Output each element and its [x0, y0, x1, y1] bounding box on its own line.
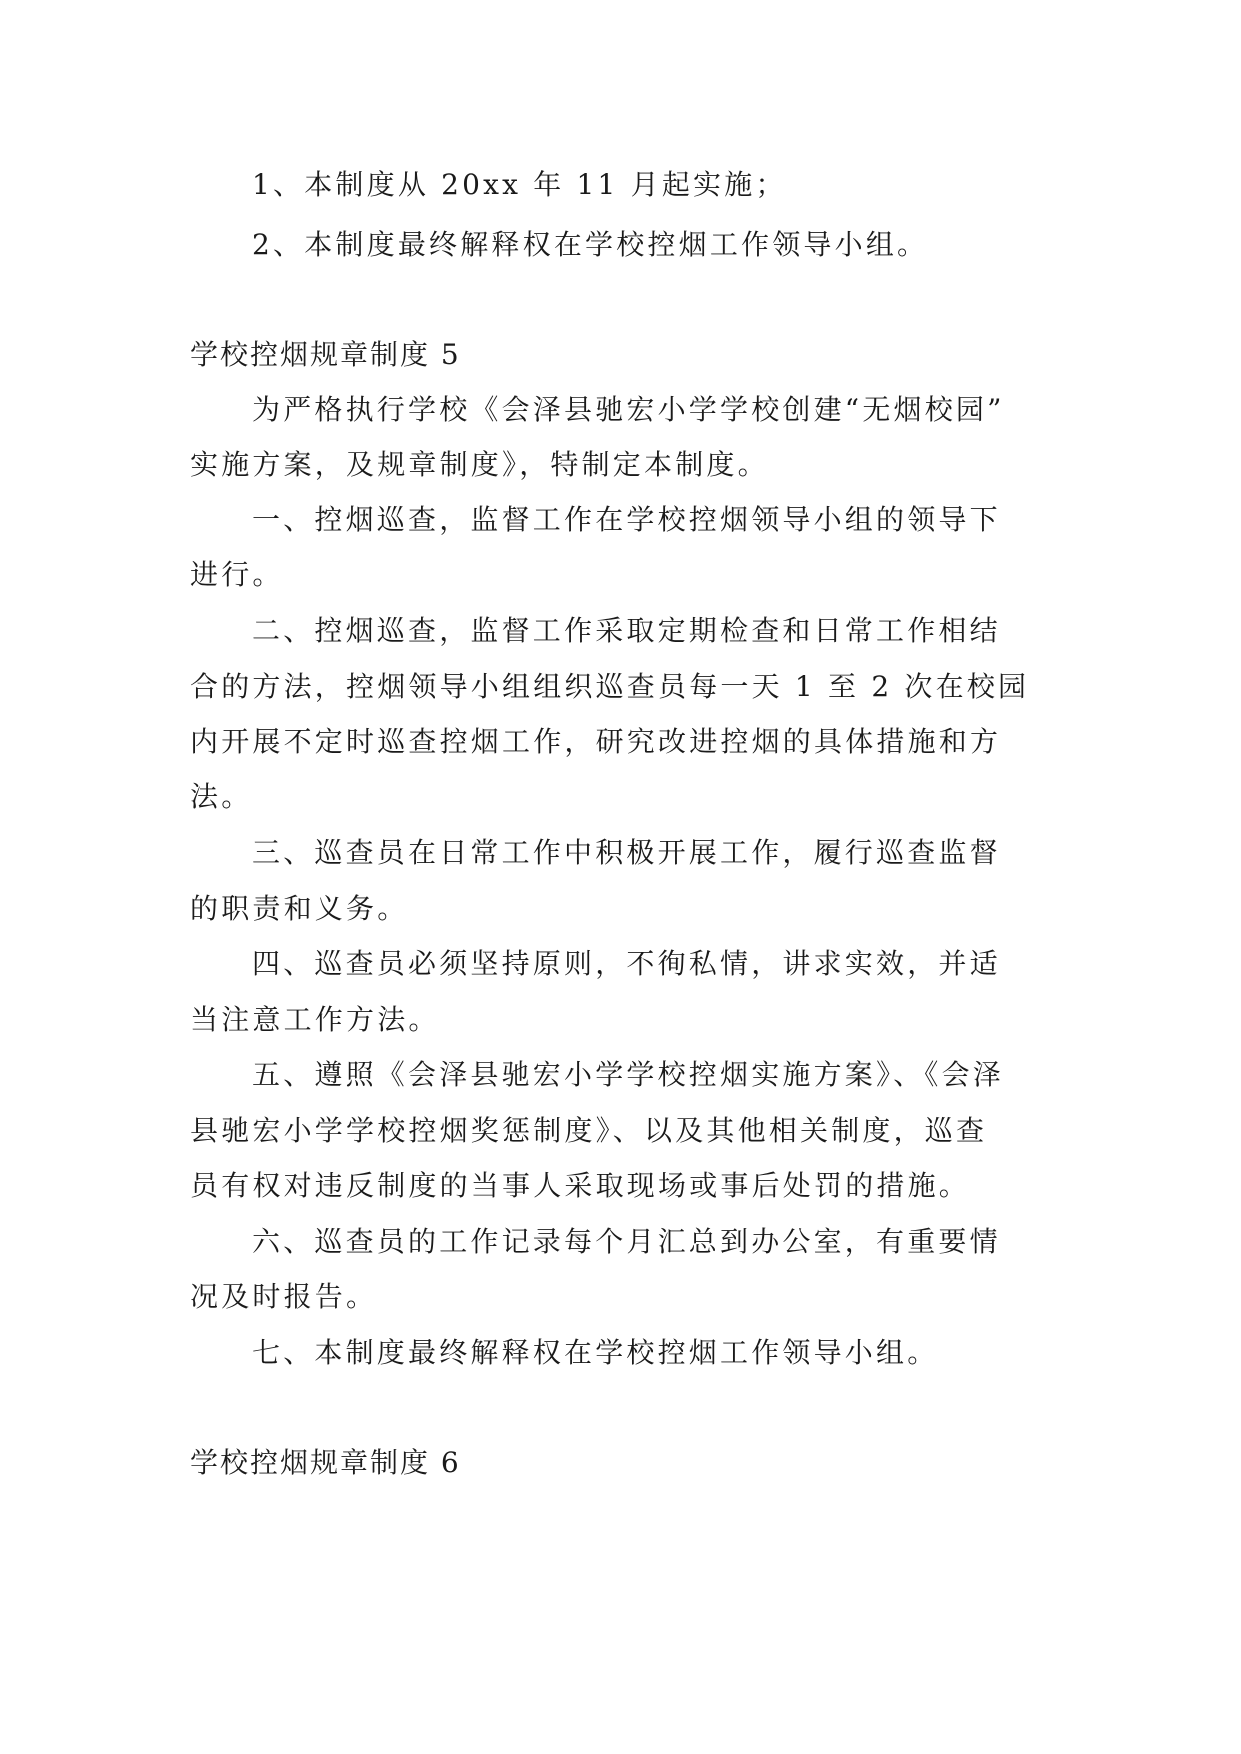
paragraph-line: 县驰宏小学学校控烟奖惩制度》、以及其他相关制度，巡查	[190, 1114, 988, 1147]
paragraph-line: 三、巡查员在日常工作中积极开展工作，履行巡查监督	[252, 836, 1001, 869]
rule-interpretation: 2、本制度最终解释权在学校控烟工作领导小组。	[252, 228, 929, 261]
paragraph-line: 二、控烟巡查，监督工作采取定期检查和日常工作相结	[252, 614, 1001, 647]
paragraph-line: 一、控烟巡查，监督工作在学校控烟领导小组的领导下	[252, 503, 1001, 536]
paragraph-line: 内开展不定时巡查控烟工作，研究改进控烟的具体措施和方	[190, 725, 1002, 758]
paragraph-line: 为严格执行学校《会泽县驰宏小学学校创建“无烟校园”	[252, 393, 1005, 426]
rule-effective-date: 1、本制度从 20xx 年 11 月起实施；	[252, 168, 787, 201]
paragraph-line: 七、本制度最终解释权在学校控烟工作领导小组。	[252, 1336, 939, 1369]
paragraph-line: 法。	[190, 780, 253, 813]
paragraph-line: 四、巡查员必须坚持原则，不徇私情，讲求实效，并适	[252, 947, 1001, 980]
paragraph-line: 五、遵照《会泽县驰宏小学学校控烟实施方案》、《会泽	[252, 1058, 1005, 1091]
paragraph-line: 合的方法，控烟领导小组组织巡查员每一天 1 至 2 次在校园	[190, 670, 1030, 703]
paragraph-line: 的职责和义务。	[190, 892, 409, 925]
paragraph-line: 当注意工作方法。	[190, 1003, 440, 1036]
paragraph-line: 员有权对违反制度的当事人采取现场或事后处罚的措施。	[190, 1169, 971, 1202]
paragraph-line: 六、巡查员的工作记录每个月汇总到办公室，有重要情	[252, 1225, 1001, 1258]
paragraph-line: 况及时报告。	[190, 1280, 378, 1313]
paragraph-line: 实施方案，及规章制度》，特制定本制度。	[190, 448, 769, 481]
section-heading-5: 学校控烟规章制度 5	[190, 338, 461, 371]
paragraph-line: 进行。	[190, 558, 284, 591]
section-heading-6: 学校控烟规章制度 6	[190, 1446, 461, 1479]
